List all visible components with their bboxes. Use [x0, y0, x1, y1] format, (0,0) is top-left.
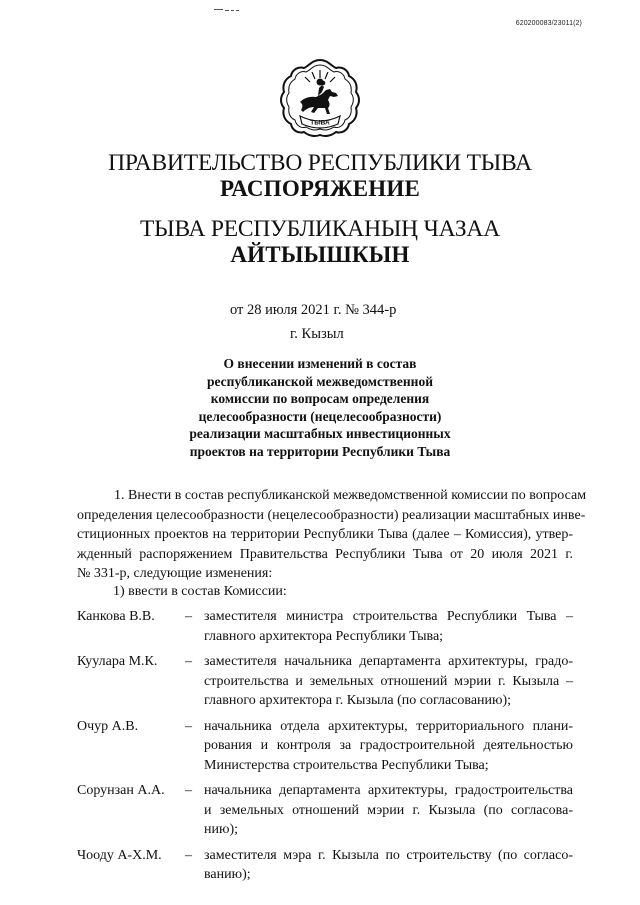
dash: – — [185, 718, 192, 734]
paragraph-line: стиционных проектов на территории Республики Тыва (далее – Комиссия), утвер- — [77, 527, 573, 542]
member-entry — [77, 607, 573, 646]
subject-line: проектов на территории Республики Тыва — [189, 443, 451, 459]
member-role — [204, 717, 573, 776]
role-line: и земельных отношений мэрии г. Кызыла (по согласова- — [204, 802, 573, 818]
document-subject — [140, 355, 500, 461]
government-title-tuvan: ТЫВА РЕСПУБЛИКАНЫҢ ЧАЗАА — [140, 216, 500, 242]
scan-mark — [214, 8, 242, 12]
member-name: Канкова В.В. — [77, 609, 155, 624]
members-list — [77, 607, 573, 891]
dash: – — [185, 609, 192, 624]
subject-line: целесообразности (нецелесообразности) — [198, 408, 442, 424]
government-title: ПРАВИТЕЛЬСТВО РЕСПУБЛИКИ ТЫВА — [108, 150, 532, 176]
paragraph-line: № 331-р, следующие изменения: — [77, 566, 273, 581]
emblem — [278, 56, 362, 140]
paragraph-line: определения целесообразности (нецелесообразности) реализации масштабных инве- — [77, 507, 586, 523]
emblem-inscription: ТЫВА — [310, 119, 330, 127]
role-line: заместителя министра строительства Республики Тыва – — [204, 609, 573, 624]
dash: – — [185, 847, 192, 863]
paragraph-line: 1. Внести в состав республиканской межведомственной комиссии по вопросам — [114, 488, 587, 503]
subject-line: комиссии по вопросам определения — [210, 391, 430, 407]
role-line: ванию); — [204, 867, 251, 882]
sub-item-1: 1) ввести в состав Комиссии: — [113, 584, 287, 599]
role-line: главного архитектора Республики Тыва; — [204, 628, 444, 644]
dash: – — [185, 654, 192, 669]
role-line: заместителя начальника департамента архитектуры, градо- — [204, 654, 573, 669]
order-title-tuvan: АЙТЫЫШКЫН — [230, 242, 410, 267]
member-role — [204, 652, 573, 711]
role-line: рования и контроля за градостроительной деятельностью — [204, 738, 573, 753]
dash: – — [185, 783, 192, 798]
role-line: нию); — [204, 822, 238, 837]
paragraph-line: жденный распоряжением Правительства Республики Тыва от 20 июля 2021 г. — [77, 546, 573, 562]
member-name: Куулара М.К. — [77, 654, 158, 669]
member-entry — [77, 781, 573, 840]
role-line: главного архитектора г. Кызыла (по согласованию); — [204, 693, 512, 708]
member-name: Сорунзан А.А. — [77, 783, 165, 798]
paragraph-1 — [77, 486, 587, 584]
member-name: Очур А.В. — [77, 718, 139, 734]
member-entry — [77, 717, 573, 776]
document-code: 620200083/23011(2) — [515, 20, 582, 27]
role-line: начальника отдела архитектуры, территориального плани- — [204, 718, 573, 734]
role-line: заместителя мэра г. Кызыла по строительству (по согласо- — [204, 847, 573, 863]
document-date-number: от 28 июля 2021 г. № 344-р — [230, 302, 397, 318]
role-line: строительства и земельных отношений мэрии г. Кызыла – — [204, 673, 573, 689]
document-city: г. Кызыл — [290, 326, 344, 342]
member-name: Чооду А-Х.М. — [77, 847, 162, 863]
subject-line: республиканской межведомственной — [207, 373, 433, 389]
subject-line: О внесении изменений в состав — [223, 356, 417, 371]
member-role — [204, 607, 573, 646]
role-line: Министерства строительства Республики Тыва; — [204, 757, 489, 773]
role-line: начальника департамента архитектуры, градостроительства — [204, 783, 573, 798]
member-entry — [77, 652, 573, 711]
member-role — [204, 846, 573, 885]
member-role — [204, 781, 573, 840]
member-entry — [77, 846, 573, 885]
tuva-coat-of-arms-icon — [278, 56, 362, 140]
subject-line: реализации масштабных инвестиционных — [189, 426, 451, 442]
order-title: РАСПОРЯЖЕНИЕ — [219, 176, 421, 201]
